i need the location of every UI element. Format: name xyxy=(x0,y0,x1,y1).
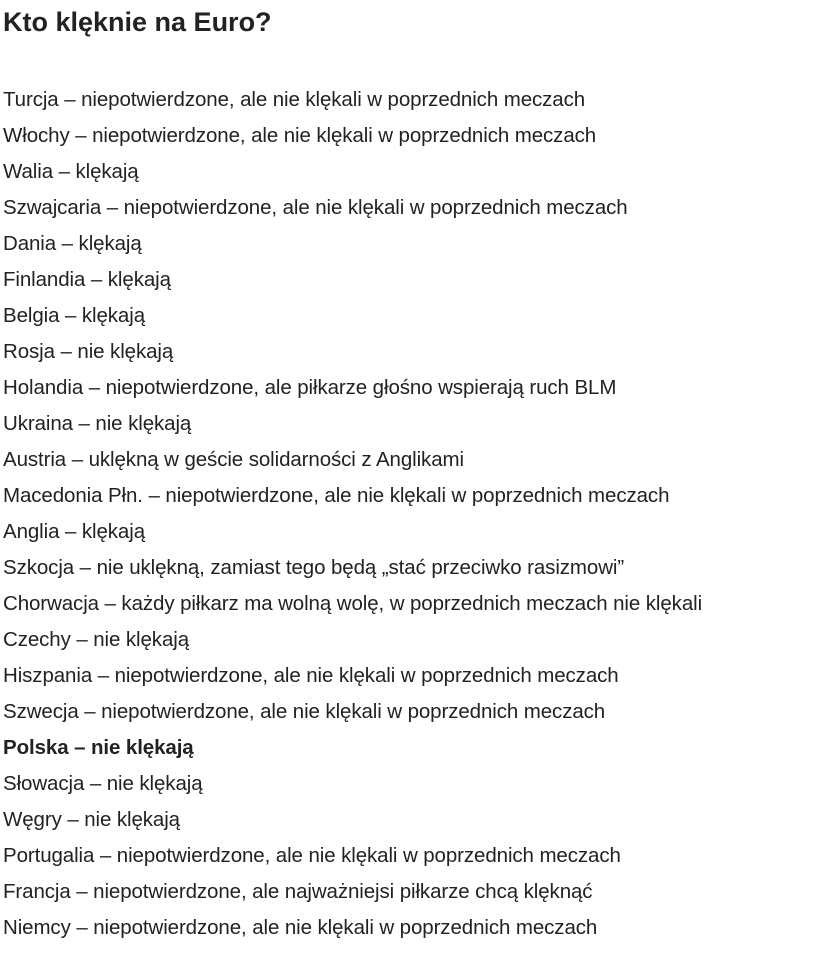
list-item: Turcja – niepotwierdzone, ale nie klękali w poprzednich meczach xyxy=(3,88,586,111)
list-item: Czechy – nie klękają xyxy=(3,628,190,651)
list-item: Finlandia – klękają xyxy=(3,268,171,291)
list-item: Walia – klękają xyxy=(3,160,139,183)
list-item: Portugalia – niepotwierdzone, ale nie klękali w poprzednich meczach xyxy=(3,844,621,867)
list-item: Polska – nie klękają xyxy=(3,736,194,759)
list-item: Hiszpania – niepotwierdzone, ale nie klękali w poprzednich meczach xyxy=(3,664,619,687)
list-item: Włochy – niepotwierdzone, ale nie klękali w poprzednich meczach xyxy=(3,124,597,147)
list-item: Węgry – nie klękają xyxy=(3,808,180,831)
list-item: Niemcy – niepotwierdzone, ale nie klękali w poprzednich meczach xyxy=(3,916,598,939)
team-kneel-list xyxy=(3,82,702,946)
list-item: Chorwacja – każdy piłkarz ma wolną wolę, w poprzednich meczach nie klękali xyxy=(3,592,703,615)
list-item: Macedonia Płn. – niepotwierdzone, ale nie klękali w poprzednich meczach xyxy=(3,484,670,507)
list-item: Francja – niepotwierdzone, ale najważniejsi piłkarze chcą klęknąć xyxy=(3,880,593,903)
list-item: Dania – klękają xyxy=(3,232,142,255)
list-item: Austria – uklękną w geście solidarności z Anglikami xyxy=(3,448,464,471)
list-item: Rosja – nie klękają xyxy=(3,340,174,363)
list-item: Ukraina – nie klękają xyxy=(3,412,192,435)
list-item: Szkocja – nie uklękną, zamiast tego będą „stać przeciwko rasizmowi” xyxy=(3,556,625,579)
list-item: Anglia – klękają xyxy=(3,520,145,543)
list-item: Szwajcaria – niepotwierdzone, ale nie klękali w poprzednich meczach xyxy=(3,196,628,219)
list-item: Belgia – klękają xyxy=(3,304,145,327)
article-heading: Kto klęknie na Euro? xyxy=(3,7,272,37)
list-item: Holandia – niepotwierdzone, ale piłkarze głośno wspierają ruch BLM xyxy=(3,376,617,399)
list-item: Słowacja – nie klękają xyxy=(3,772,203,795)
list-item: Szwecja – niepotwierdzone, ale nie klękali w poprzednich meczach xyxy=(3,700,606,723)
